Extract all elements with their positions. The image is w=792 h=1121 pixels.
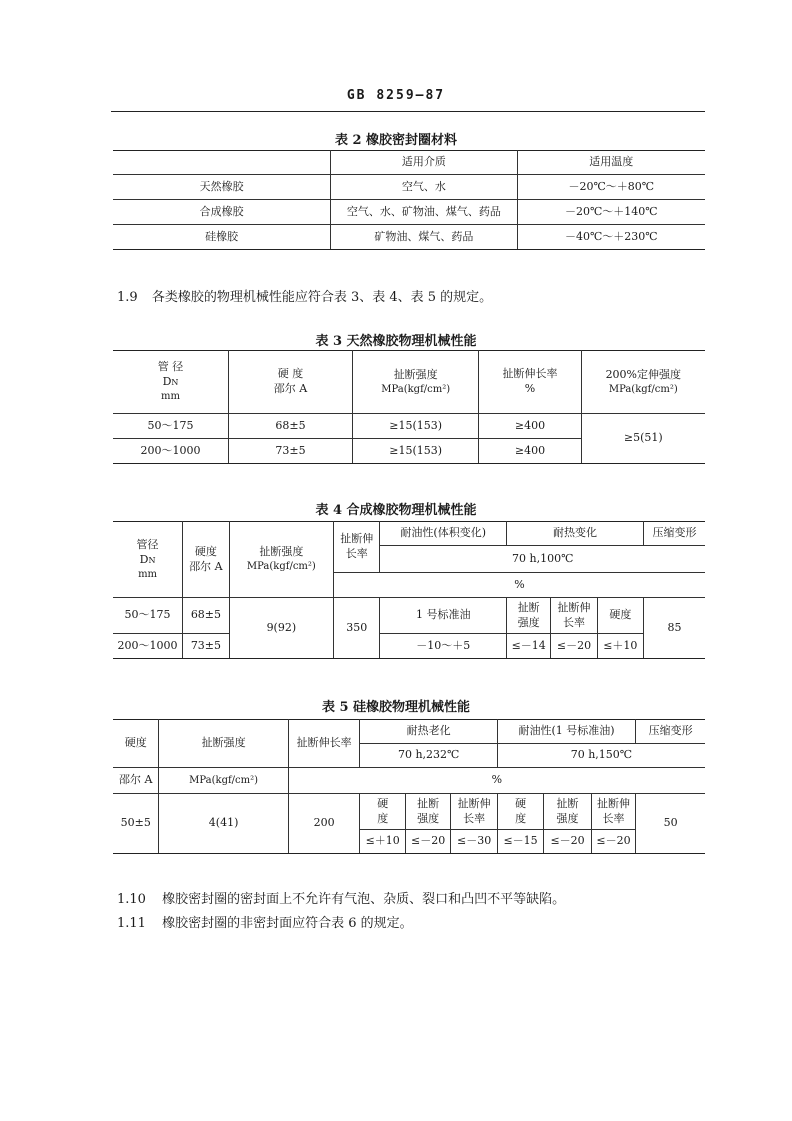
table5-heat-condition: 70 h,232℃ bbox=[360, 744, 497, 768]
sub-label: 硬 bbox=[515, 796, 527, 810]
sub-label-2: 长率 bbox=[602, 811, 625, 825]
dn-label: 管 径 bbox=[157, 360, 184, 374]
table-row bbox=[113, 200, 705, 225]
table4-hardness: 68±5 bbox=[183, 598, 230, 634]
table4-oil-value: －10～＋5 bbox=[380, 634, 507, 659]
sub-label-2: 度 bbox=[515, 811, 527, 825]
table4-header-tensile bbox=[229, 522, 333, 598]
paragraph-1-10 bbox=[117, 888, 565, 907]
sub-tensile-label: 扯断 bbox=[517, 600, 540, 614]
table2-caption: 表 2 橡胶密封圈材料 bbox=[334, 133, 458, 148]
table4-header-elongation bbox=[333, 522, 379, 573]
sub-tensile-label-2: 强度 bbox=[517, 615, 540, 629]
hardness-label: 硬 度 bbox=[277, 367, 304, 381]
table3-elongation: ≥400 bbox=[479, 414, 581, 439]
table-row bbox=[113, 225, 705, 250]
table3-header-tensile bbox=[353, 351, 479, 414]
table4-header-compression: 压缩变形 bbox=[643, 522, 705, 546]
table5-oil-sub-hardness bbox=[497, 794, 543, 830]
table4-caption: 表 4 合成橡胶物理机械性能 bbox=[315, 503, 477, 518]
table4-tensile: 9(92) bbox=[229, 598, 333, 659]
table5 bbox=[113, 719, 705, 854]
table4-heat-hardness: ≤＋10 bbox=[597, 634, 643, 659]
dn-subscript: N bbox=[171, 378, 179, 388]
table4-sub-tensile bbox=[507, 598, 551, 634]
table3 bbox=[113, 350, 705, 464]
sub-label-2: 度 bbox=[377, 811, 389, 825]
table5-unit-tensile: MPa(kgf/cm²) bbox=[159, 768, 288, 794]
modulus-label: 200%定伸强度 bbox=[605, 367, 682, 381]
table3-elongation: ≥400 bbox=[479, 439, 581, 464]
table4-elongation: 350 bbox=[333, 598, 379, 659]
table3-modulus: ≥5(51) bbox=[581, 414, 705, 464]
table4-heat-tensile: ≤－14 bbox=[507, 634, 551, 659]
table5-elongation: 200 bbox=[288, 794, 360, 854]
sub-elongation-label: 扯断伸 bbox=[557, 600, 591, 614]
dn-unit: mm bbox=[138, 568, 158, 580]
tensile-label: 扯断强度 bbox=[393, 367, 438, 381]
table4-header-dn bbox=[113, 522, 183, 598]
table5-unit-percent: % bbox=[288, 768, 705, 794]
dn-symbol: D bbox=[139, 552, 149, 566]
tensile-unit: MPa(kgf/cm²) bbox=[381, 383, 451, 395]
table5-heat-hardness: ≤＋10 bbox=[360, 830, 405, 854]
paragraph-number: 1.10 bbox=[117, 892, 146, 907]
table5-unit-hardness: 邵尔 A bbox=[113, 768, 159, 794]
document-code: GB 8259—87 bbox=[346, 88, 446, 103]
hardness-unit: 邵尔 A bbox=[189, 559, 223, 573]
table4-condition: 70 h,100℃ bbox=[380, 546, 705, 573]
table2 bbox=[113, 150, 705, 250]
table5-header-oil: 耐油性(1 号标准油) bbox=[497, 720, 635, 744]
paragraph-1-9 bbox=[117, 286, 492, 305]
paragraph-1-11 bbox=[117, 912, 413, 931]
sub-label: 扯断 bbox=[556, 796, 579, 810]
table3-header-elongation bbox=[479, 351, 581, 414]
dn-label: 管径 bbox=[136, 537, 159, 551]
table5-header-elongation: 扯断伸长率 bbox=[288, 720, 360, 768]
tensile-unit: MPa(kgf/cm²) bbox=[246, 561, 316, 573]
modulus-unit: MPa(kgf/cm²) bbox=[608, 383, 678, 395]
paragraph-text: 橡胶密封圈的密封面上不允许有气泡、杂质、裂口和凸凹不平等缺陷。 bbox=[162, 892, 566, 907]
sub-label: 硬 bbox=[377, 796, 389, 810]
table4-oil-standard: 1 号标准油 bbox=[380, 598, 507, 634]
paragraph-number: 1.11 bbox=[117, 916, 146, 931]
elongation-unit: % bbox=[524, 382, 536, 395]
table5-compression: 50 bbox=[636, 794, 705, 854]
table5-caption: 表 5 硅橡胶物理机械性能 bbox=[321, 700, 471, 715]
header-rule bbox=[111, 111, 705, 112]
table5-oil-tensile: ≤－20 bbox=[544, 830, 591, 854]
table5-oil-sub-elongation bbox=[591, 794, 635, 830]
table4-unit: % bbox=[333, 573, 705, 598]
table2-material: 硅橡胶 bbox=[113, 225, 331, 250]
table2-material: 天然橡胶 bbox=[113, 175, 331, 200]
hardness-label: 硬度 bbox=[194, 544, 217, 558]
table5-header-compression: 压缩变形 bbox=[636, 720, 705, 744]
table2-medium: 空气、水、矿物油、煤气、药品 bbox=[331, 200, 517, 225]
table4-sub-hardness: 硬度 bbox=[597, 598, 643, 634]
paragraph-text: 橡胶密封圈的非密封面应符合表 6 的规定。 bbox=[162, 916, 413, 931]
table2-temp: －20℃～＋140℃ bbox=[517, 200, 705, 225]
table3-tensile: ≥15(153) bbox=[353, 414, 479, 439]
table3-header-modulus bbox=[581, 351, 705, 414]
table3-dn: 200～1000 bbox=[113, 439, 229, 464]
table4-dn: 200～1000 bbox=[113, 634, 183, 659]
table-row bbox=[113, 414, 705, 439]
table-row bbox=[113, 794, 705, 830]
table5-header-heat: 耐热老化 bbox=[360, 720, 497, 744]
sub-label: 扯断 bbox=[417, 796, 440, 810]
table-row bbox=[113, 175, 705, 200]
table2-header-blank bbox=[113, 151, 331, 175]
elongation-label-2: 长率 bbox=[345, 547, 368, 560]
table5-header-hardness: 硬度 bbox=[113, 720, 159, 768]
sub-label-2: 长率 bbox=[463, 811, 486, 825]
table5-oil-elongation: ≤－20 bbox=[591, 830, 635, 854]
table4-compression: 85 bbox=[643, 598, 705, 659]
table3-dn: 50～175 bbox=[113, 414, 229, 439]
table2-temp: －40℃～＋230℃ bbox=[517, 225, 705, 250]
table5-oil-condition: 70 h,150℃ bbox=[497, 744, 705, 768]
table5-header-tensile: 扯断强度 bbox=[159, 720, 288, 768]
table2-material: 合成橡胶 bbox=[113, 200, 331, 225]
table5-heat-elongation: ≤－30 bbox=[451, 830, 497, 854]
sub-elongation-label-2: 长率 bbox=[563, 615, 586, 629]
sub-label-2: 强度 bbox=[417, 811, 440, 825]
table3-hardness: 73±5 bbox=[229, 439, 353, 464]
table-row bbox=[113, 634, 705, 659]
table-row bbox=[113, 598, 705, 634]
table5-heat-tensile: ≤－20 bbox=[405, 830, 450, 854]
table2-medium: 空气、水 bbox=[331, 175, 517, 200]
table2-temp: －20℃～＋80℃ bbox=[517, 175, 705, 200]
table2-header-medium: 适用介质 bbox=[331, 151, 517, 175]
table3-header-dn bbox=[113, 351, 229, 414]
sub-label: 扯断伸 bbox=[597, 796, 630, 810]
table5-oil-hardness: ≤－15 bbox=[497, 830, 543, 854]
table4-sub-elongation bbox=[551, 598, 597, 634]
dn-subscript: N bbox=[148, 555, 156, 565]
table4 bbox=[113, 521, 705, 659]
table4-hardness: 73±5 bbox=[183, 634, 230, 659]
table5-hardness: 50±5 bbox=[113, 794, 159, 854]
paragraph-text: 各类橡胶的物理机械性能应符合表 3、表 4、表 5 的规定。 bbox=[151, 290, 493, 305]
sub-label-2: 强度 bbox=[556, 811, 579, 825]
hardness-unit: 邵尔 A bbox=[273, 382, 308, 395]
table2-header-temp: 适用温度 bbox=[517, 151, 705, 175]
table3-header-hardness bbox=[229, 351, 353, 414]
table3-hardness: 68±5 bbox=[229, 414, 353, 439]
dn-symbol: D bbox=[162, 375, 172, 389]
table3-tensile: ≥15(153) bbox=[353, 439, 479, 464]
table5-heat-sub-tensile bbox=[405, 794, 450, 830]
elongation-label: 扯断伸 bbox=[340, 532, 374, 546]
paragraph-number: 1.9 bbox=[117, 290, 138, 305]
table4-header-heat: 耐热变化 bbox=[507, 522, 644, 546]
sub-label: 扯断伸 bbox=[457, 796, 491, 810]
table4-heat-elongation: ≤－20 bbox=[551, 634, 597, 659]
table2-medium: 矿物油、煤气、药品 bbox=[331, 225, 517, 250]
table4-dn: 50～175 bbox=[113, 598, 183, 634]
table5-oil-sub-tensile bbox=[544, 794, 591, 830]
dn-unit: mm bbox=[161, 391, 180, 403]
table3-caption: 表 3 天然橡胶物理机械性能 bbox=[315, 334, 477, 349]
table5-tensile: 4(41) bbox=[159, 794, 288, 854]
table4-header-hardness bbox=[183, 522, 230, 598]
table5-heat-sub-elongation bbox=[451, 794, 497, 830]
elongation-label: 扯断伸长率 bbox=[502, 367, 558, 381]
tensile-label: 扯断强度 bbox=[259, 545, 304, 559]
table4-header-oil: 耐油性(体积变化) bbox=[380, 522, 507, 546]
table5-heat-sub-hardness bbox=[360, 794, 405, 830]
